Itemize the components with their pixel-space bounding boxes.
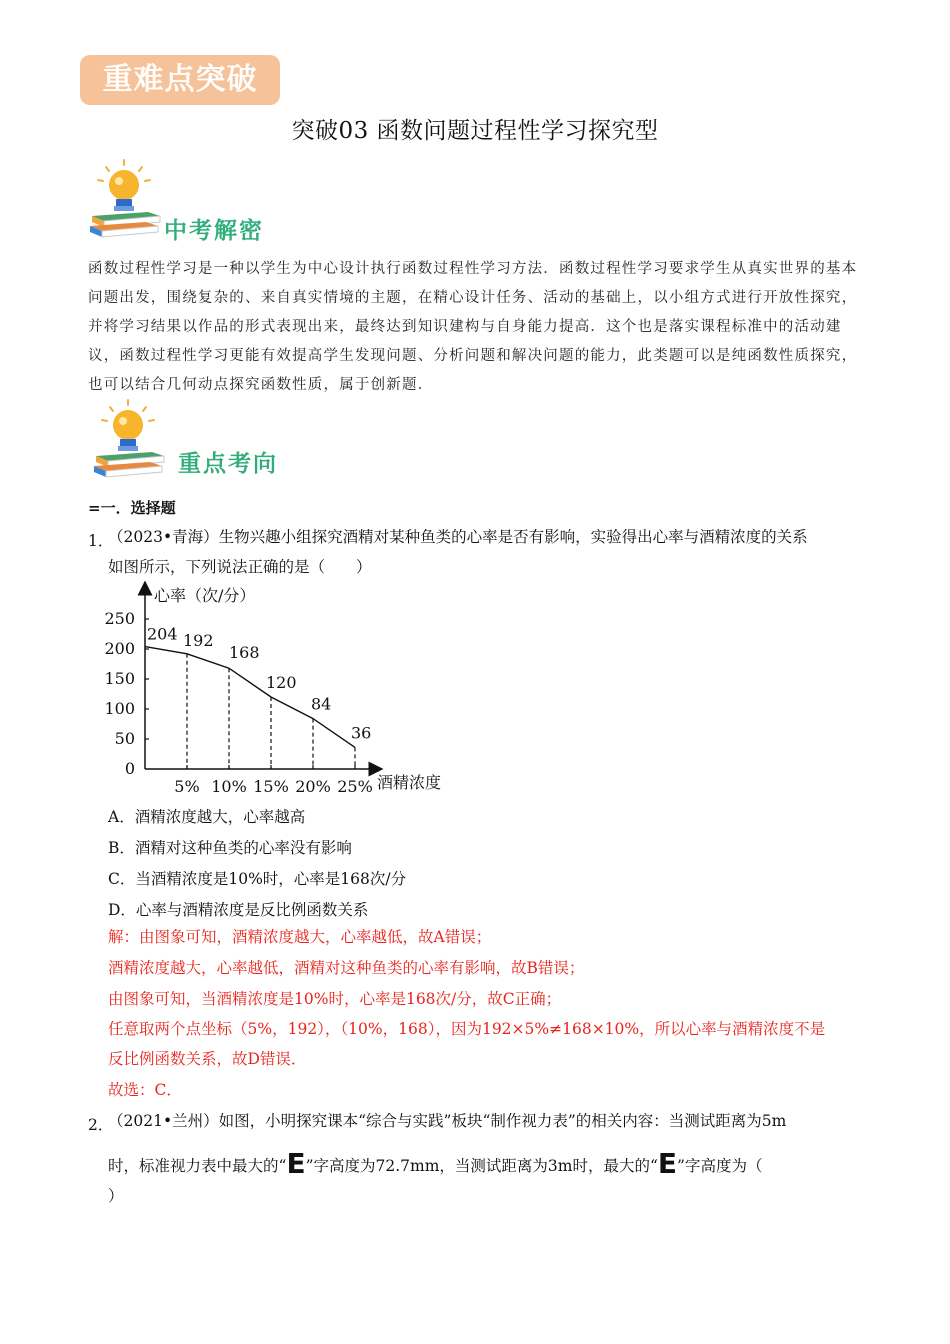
heart-rate-chart bbox=[100, 580, 460, 800]
x-tick-label: 20% bbox=[295, 777, 331, 796]
data-label: 192 bbox=[183, 630, 214, 650]
question-text: ”字高度为（ bbox=[677, 1157, 763, 1175]
solution-line: 故选：C． bbox=[108, 1081, 182, 1099]
question-text-line2 bbox=[108, 1149, 878, 1181]
x-tick-label: 5% bbox=[174, 777, 200, 796]
question-text: （2021•兰州）如图，小明探究课本“综合与实践”板块“制作视力表”的相关内容：当测试距离为5m bbox=[108, 1112, 787, 1130]
x-tick-label: 15% bbox=[253, 777, 289, 796]
page-title: 突破03 函数问题过程性学习探究型 bbox=[291, 118, 659, 144]
section-badge: 重难点突破 bbox=[80, 55, 280, 105]
option-a: A．酒精浓度越大，心率越高 bbox=[108, 808, 306, 826]
e-letter-symbol: E bbox=[286, 1147, 306, 1180]
x-tick-label: 10% bbox=[211, 777, 247, 796]
question-text: 时，标准视力表中最大的“ bbox=[108, 1157, 287, 1175]
y-axis-label: 心率（次/分） bbox=[154, 586, 256, 605]
data-label: 84 bbox=[311, 694, 332, 714]
section-heading-focus: 重点考向 bbox=[178, 451, 278, 477]
y-tick-label: 150 bbox=[104, 669, 135, 688]
intro-paragraph: 函数过程性学习是一种以学生为中心设计执行函数过程性学习方法．函数过程性学习要求学生从真实世界的基本问题出发，围绕复杂的、来自真实情境的主题，在精心设计任务、活动的基础上，以小组方式进行开放性探究，并将学习结果以作品的形式表现出来，最终达到知识建构与自身能力提高．这个也是落实课程标准中的活动建议，函数过程性学习更能有效提高学生发现问题、分析问题和解决问题的能力，此类题可以是纯函数性质探究，也可以结合几何动点探究函数性质，属于创新题． bbox=[88, 261, 858, 393]
data-label: 168 bbox=[229, 643, 260, 663]
y-tick-label: 200 bbox=[104, 639, 135, 658]
y-tick-label: 0 bbox=[124, 759, 135, 778]
question-number: 2． bbox=[88, 1116, 114, 1134]
solution-line: 由图象可知，当酒精浓度是10%时，心率是168次/分，故C正确； bbox=[108, 990, 562, 1008]
question-text: （2023•青海）生物兴趣小组探究酒精对某种鱼类的心率是否有影响，实验得出心率与酒精浓度的关系 bbox=[108, 528, 808, 546]
x-tick-label: 25% bbox=[337, 777, 373, 796]
y-tick-label: 250 bbox=[104, 609, 135, 628]
y-tick-label: 50 bbox=[114, 729, 135, 748]
question-text: ） bbox=[108, 1187, 124, 1205]
y-tick-label: 100 bbox=[104, 699, 135, 718]
question-number: 1． bbox=[88, 532, 114, 550]
question-text: 如图所示，下列说法正确的是（ ） bbox=[108, 558, 372, 576]
solution-line: 解：由图象可知，酒精浓度越大，心率越低，故A错误； bbox=[108, 928, 492, 946]
question-text: ”字高度为72.7mm，当测试距离为3m时，最大的“ bbox=[305, 1157, 658, 1175]
solution-line: 酒精浓度越大，心率越低，酒精对这种鱼类的心率有影响，故B错误； bbox=[108, 959, 585, 977]
option-c: C．当酒精浓度是10%时，心率是168次/分 bbox=[108, 870, 407, 888]
option-d: D．心率与酒精浓度是反比例函数关系 bbox=[108, 901, 369, 919]
option-b: B．酒精对这种鱼类的心率没有影响 bbox=[108, 839, 352, 857]
data-label: 204 bbox=[147, 624, 178, 644]
section-heading-secret: 中考解密 bbox=[164, 218, 264, 244]
e-letter-symbol: E bbox=[657, 1147, 678, 1180]
lightbulb-books-icon bbox=[92, 398, 170, 480]
lightbulb-books-icon bbox=[88, 158, 166, 240]
data-label: 120 bbox=[266, 673, 297, 692]
x-axis-label: 酒精浓度 bbox=[377, 773, 442, 792]
solution-line: 任意取两个点坐标（5%，192），（10%，168），因为192×5%≠168×10%，所以心率与酒精浓度不是 bbox=[108, 1020, 826, 1038]
sub-heading-choice: =一．选择题 bbox=[88, 499, 176, 517]
solution-line: 反比例函数关系，故D错误． bbox=[108, 1050, 307, 1068]
data-label: 36 bbox=[351, 723, 372, 743]
